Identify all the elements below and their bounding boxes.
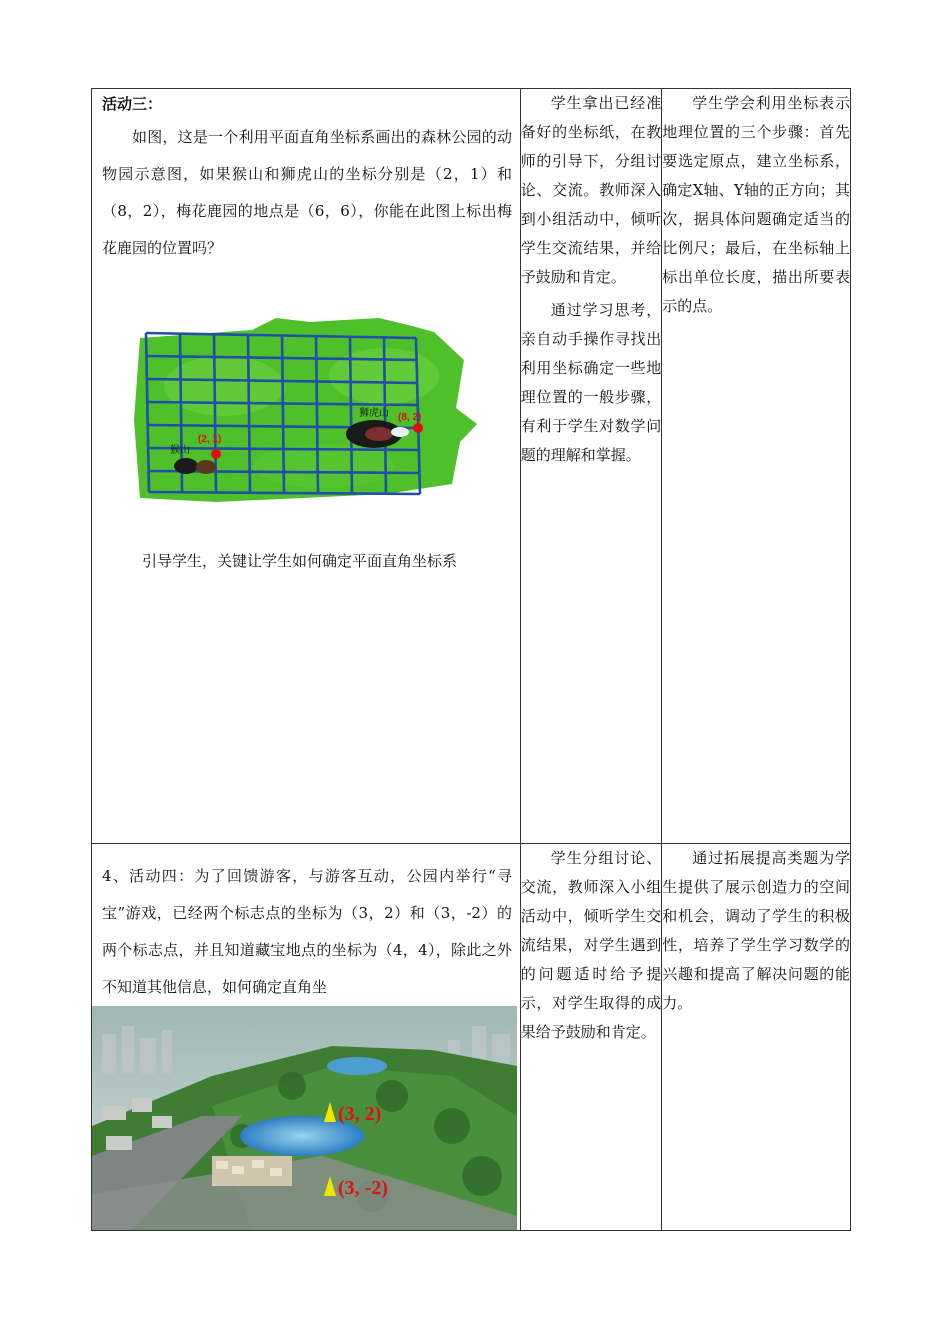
zoo-map-figure <box>134 316 479 504</box>
activity3-guide: 引导学生，关键让学生如何确定平面直角坐标系 <box>142 552 458 570</box>
monkey-hill-shape <box>174 458 198 474</box>
activity3-content-cell <box>92 89 521 844</box>
zoo-map-image <box>134 316 479 504</box>
park-photo-figure <box>92 1006 517 1230</box>
design-intent-text: 学生学会利用坐标表示地理位置的三个步骤：首先要选定原点，建立坐标系，确定X轴、Y轴的正方向；其次，据具体问题确定适当的比例尺；最后，在坐标轴上标出单位长度，描出所要表示的点。 <box>662 94 850 315</box>
marker-label-3-2: (3, 2) <box>338 1103 382 1125</box>
student-activity-text: 通过学习思考，亲自动手操作寻找出利用坐标确定一些地理位置的一般步骤，有利于学生对数学问题的理解和掌握。 <box>520 301 662 464</box>
park-aerial-photo <box>92 1006 517 1230</box>
design-intent-cell <box>662 844 851 1231</box>
point-label-8-2: (8, 2) <box>398 412 422 423</box>
table-row <box>92 844 851 1231</box>
activity3-title: 活动三： <box>102 95 163 113</box>
point-marker <box>413 423 423 433</box>
table-row <box>92 89 851 844</box>
student-activity-text: 学生分组讨论、交流，教师深入小组活动中，倾听学生交流结果，对学生遇到的问题适时给予提示，对学生取得的成果给予鼓励和肯定。 <box>520 849 662 1041</box>
marker-label-3-neg2: (3, -2) <box>338 1177 388 1199</box>
monkey-hill-label: 猴山 <box>170 445 190 456</box>
activity4-content-cell <box>92 844 521 1231</box>
activity4-paragraph: 4、活动四：为了回馈游客，与游客互动，公园内举行“寻宝”游戏，已经两个标志点的坐标为（3，2）和（3，-2）的两个标志点，并且知道藏宝地点的坐标为（4，4），除此之外不知道其他信息，如何确定直角坐 <box>102 867 512 996</box>
point-marker <box>211 449 221 459</box>
student-activity-cell <box>520 89 662 844</box>
activity3-paragraph: 如图，这是一个利用平面直角坐标系画出的森林公园的动物园示意图，如果猴山和狮虎山的坐标分别是（2，1）和（8，2），梅花鹿园的地点是（6，6），你能在此图上标出梅花鹿园的位置吗？ <box>102 128 512 257</box>
design-intent-text: 通过拓展提高类题为学生提供了展示创造力的空间和机会，调动了学生的积极性，培养了学生学习数学的兴趣和提高了解决问题的能力。 <box>662 849 850 1012</box>
lion-hill-shape <box>365 427 393 441</box>
monkey-hill-shape <box>196 460 216 474</box>
lion-hill-shape <box>391 427 409 437</box>
student-activity-text: 学生拿出已经准备好的坐标纸，在教师的引导下，分组讨论、交流。教师深入到小组活动中，倾听学生交流结果，并给予鼓励和肯定。 <box>520 94 662 286</box>
student-activity-cell <box>520 844 662 1231</box>
point-label-2-1: (2, 1) <box>198 434 222 445</box>
lesson-table <box>91 88 851 1231</box>
lion-hill-label: 狮虎山 <box>359 408 389 419</box>
design-intent-cell <box>662 89 851 844</box>
